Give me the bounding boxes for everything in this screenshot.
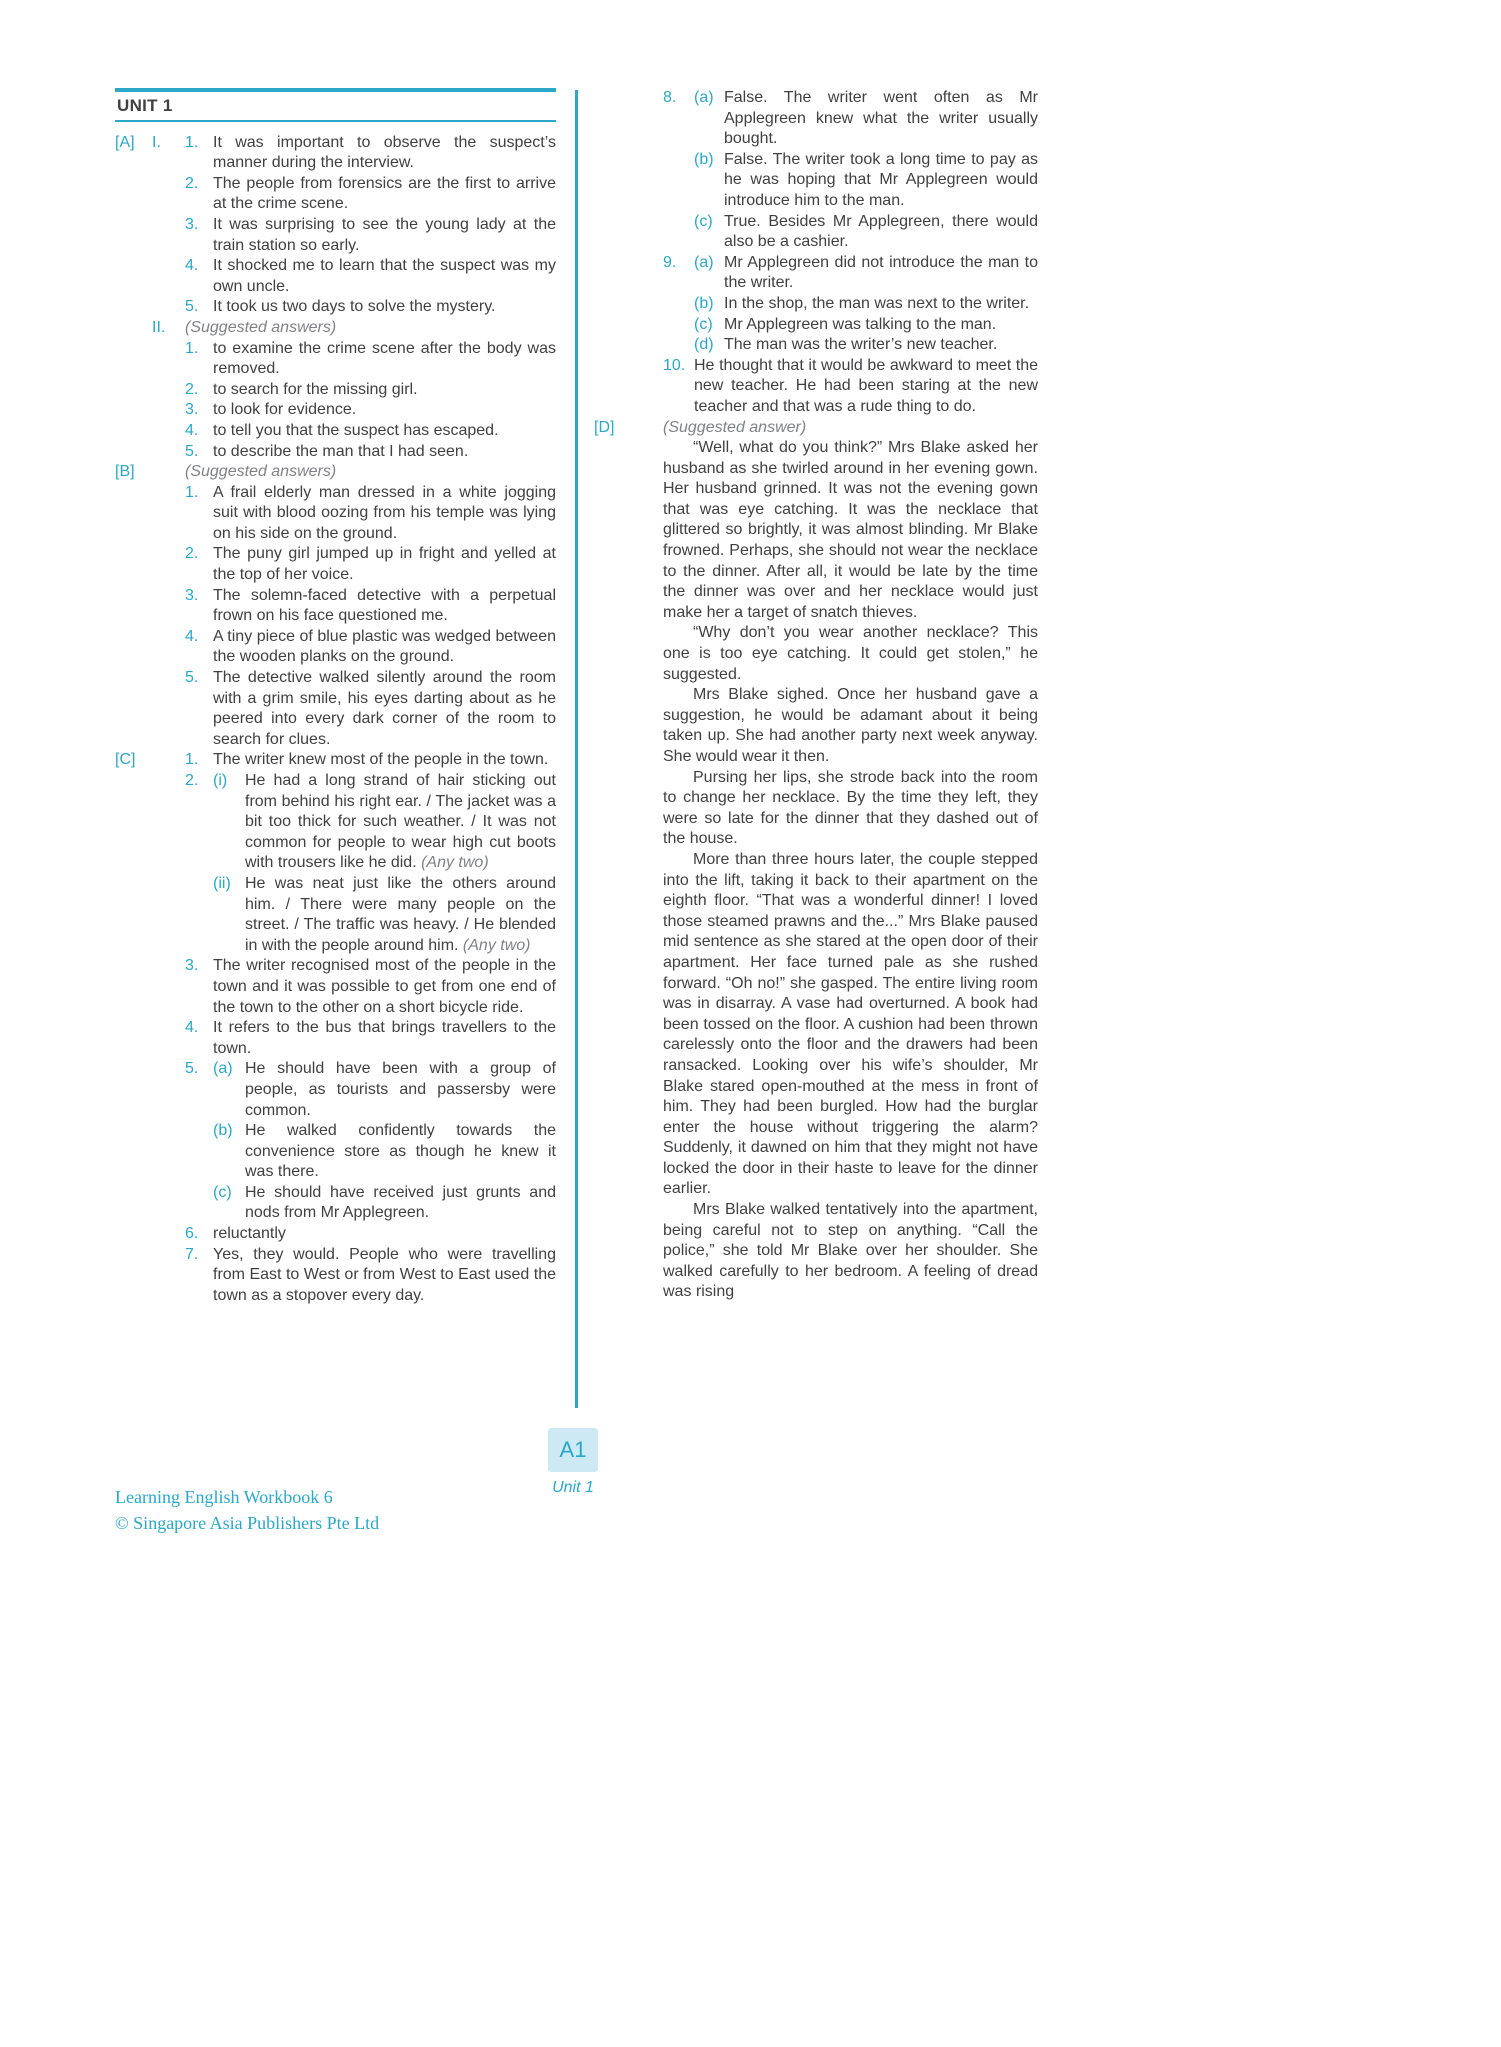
answer-row: [594, 768, 1038, 850]
answer-text: It was surprising to see the young lady at the train station so early.: [213, 215, 556, 254]
number-marker: 4.: [185, 627, 199, 645]
answer-text: In the shop, the man was next to the writer.: [724, 294, 1030, 312]
letter-marker: (b): [213, 1122, 233, 1140]
any-two-note: (Any two): [416, 854, 489, 872]
number-marker: 4.: [185, 421, 199, 439]
answer-text: False. The writer took a long time to pay as he was hoping that Mr Applegreen would introduce him to the man.: [724, 150, 1038, 209]
number-marker: 2.: [185, 545, 199, 563]
answer-row: [115, 1224, 556, 1245]
answer-row: [594, 623, 1038, 685]
answer-row: [594, 150, 1038, 212]
answer-text: He had a long strand of hair sticking out from behind his right ear. / The jacket was a bit too thick for such weather. / It was not common for people to wear high cut boots with trousers like he did. (Any two): [245, 772, 556, 872]
letter-marker: (b): [694, 150, 714, 168]
letter-marker: (c): [213, 1183, 232, 1201]
letter-marker: (c): [694, 315, 713, 333]
number-marker: 1.: [185, 339, 199, 357]
number-marker: 9.: [663, 253, 677, 271]
answer-text: to describe the man that I had seen.: [213, 442, 469, 460]
section-label: [A]: [115, 133, 135, 151]
answer-row: [594, 315, 1038, 336]
number-marker: 1.: [185, 483, 199, 501]
number-marker: 3.: [185, 215, 199, 233]
number-marker: 3.: [185, 401, 199, 419]
story-paragraph: “Well, what do you think?” Mrs Blake asked her husband as she twirled around in her evening gown. Her husband grinned. It was not the evening gown that was eye catching. It was the necklace that glittered so brightly, it was almost blinding. Mr Blake frowned. Perhaps, she should not wear the necklace to the dinner. After all, it would be late by the time the dinner was over and her necklace would just make her a target of snatch thieves.: [663, 439, 1038, 621]
story-paragraph: Pursing her lips, she strode back into the room to change her necklace. By the time they left, they were so late for the dinner that they dashed out of the house.: [663, 768, 1038, 848]
number-marker: 3.: [185, 957, 199, 975]
answer-text: The writer knew most of the people in the town.: [213, 751, 549, 769]
answer-row: [594, 685, 1038, 767]
answer-row: [115, 442, 556, 463]
answer-row: [115, 380, 556, 401]
number-marker: 6.: [185, 1225, 199, 1243]
number-marker: 2.: [185, 380, 199, 398]
answer-row: [115, 627, 556, 668]
answer-text: A tiny piece of blue plastic was wedged between the wooden planks on the ground.: [213, 627, 556, 666]
answer-text: It shocked me to learn that the suspect was my own uncle.: [213, 257, 556, 295]
unit-title: UNIT 1: [117, 96, 173, 115]
section-label: [B]: [115, 463, 135, 481]
any-two-note: (Any two): [458, 936, 531, 954]
answer-row: [594, 88, 1038, 150]
letter-marker: (c): [694, 212, 713, 230]
answer-row: [115, 874, 556, 956]
answer-text: He should have received just grunts and nods from Mr Applegreen.: [245, 1183, 556, 1222]
answer-text: It refers to the bus that brings travellers to the town.: [213, 1019, 556, 1057]
number-marker: 1.: [185, 751, 199, 769]
number-marker: 4.: [185, 1019, 199, 1037]
answer-text: to search for the missing girl.: [213, 380, 418, 398]
answer-row: [115, 339, 556, 380]
number-marker: 4.: [185, 257, 199, 275]
answer-text: The solemn-faced detective with a perpetual frown on his face questioned me.: [213, 586, 556, 625]
answer-row: [115, 1121, 556, 1183]
answer-text: to tell you that the suspect has escaped.: [213, 421, 499, 439]
answer-row: [594, 356, 1038, 418]
number-marker: 7.: [185, 1245, 199, 1263]
roman-numeral-marker: II.: [152, 318, 166, 336]
answer-row: [115, 174, 556, 215]
answer-text: The puny girl jumped up in fright and yelled at the top of her voice.: [213, 545, 556, 584]
story-paragraph: More than three hours later, the couple stepped into the lift, taking it back to their apartment on the eighth floor. “That was a wonderful dinner! I loved those steamed prawns and the...” Mrs Blake paused mid sentence as she stared at the open door of their apartment. Her face turned pale as she rushed forward. “Oh no!” she gasped. The entire living room was in disarray. A vase had overturned. A book had been tossed on the floor. A cushion had been thrown carelessly onto the floor and the drawers had been ransacked. Looking over his wife’s shoulder, Mr Blake stared open-mouthed at the mess in front of him. They had been burgled. How had the burglar enter the house without triggering the alarm? Suddenly, it dawned on him that they might not have locked the door in their haste to leave for the dinner earlier.: [663, 850, 1038, 1198]
answer-text: Yes, they would. People who were travelling from East to West or from West to East used the town as a stopover every day.: [213, 1245, 556, 1304]
answer-row: [115, 215, 556, 256]
story-paragraph: Mrs Blake walked tentatively into the apartment, being careful not to step on anything. “Call the police,” she told Mr Blake over her shoulder. She walked carefully to her bedroom. A feeling of dread was rising: [663, 1201, 1038, 1301]
number-marker: 8.: [663, 89, 677, 106]
letter-marker: (ii): [213, 874, 231, 892]
answer-row: [594, 253, 1038, 294]
answer-row: [115, 956, 556, 1018]
left-answer-list: [115, 133, 556, 1307]
answer-row: [115, 318, 556, 339]
answer-row: [115, 133, 556, 174]
answer-text: Mr Applegreen did not introduce the man to the writer.: [724, 253, 1038, 292]
number-marker: 5.: [185, 1060, 199, 1078]
number-marker: 1.: [185, 133, 199, 151]
answer-text: It was important to observe the suspect’s manner during the interview.: [213, 133, 556, 172]
answer-text: (Suggested answers): [185, 463, 337, 481]
answer-text: He thought that it would be awkward to meet the new teacher. He had been staring at the new teacher and that was a rude thing to do.: [694, 356, 1038, 415]
right-answer-list: [594, 88, 1038, 1303]
copyright-line: © Singapore Asia Publishers Pte Ltd: [115, 1513, 380, 1533]
answer-row: [115, 1059, 556, 1121]
section-label: [D]: [594, 418, 615, 436]
answer-text: to look for evidence.: [213, 401, 357, 419]
answer-text: The detective walked silently around the room with a grim smile, his eyes darting about as he peered into every dark corner of the room to search for clues.: [213, 669, 556, 748]
answer-row: [115, 462, 556, 483]
answer-text: The writer recognised most of the people in the town and it was possible to get from one end of the town to the other on a short bicycle ride.: [213, 957, 556, 1016]
answer-text: He should have been with a group of people, as tourists and passersby were common.: [245, 1060, 556, 1119]
answer-row: [594, 850, 1038, 1200]
column-divider: [575, 90, 578, 1408]
answer-text: False. The writer went often as Mr Applegreen knew what the writer usually bought.: [724, 89, 1038, 148]
answer-text: (Suggested answer): [663, 418, 807, 436]
answer-text: He was neat just like the others around him. / There were many people on the street. / The traffic was heavy. / He blended in with the people around him. (Any two): [245, 874, 556, 954]
answer-row: [115, 586, 556, 627]
answer-row: [594, 294, 1038, 315]
right-column: [594, 88, 1038, 1303]
roman-numeral-marker: I.: [152, 133, 161, 151]
answer-row: [115, 400, 556, 421]
answer-row: [115, 1183, 556, 1224]
answer-row: [115, 421, 556, 442]
answer-row: [115, 483, 556, 545]
number-marker: 5.: [185, 442, 199, 460]
number-marker: 5.: [185, 669, 199, 687]
story-paragraph: “Why don’t you wear another necklace? This one is too eye catching. It could get stolen,” he suggested.: [663, 624, 1038, 683]
number-marker: 5.: [185, 298, 199, 316]
answer-row: [115, 668, 556, 750]
story-paragraph: Mrs Blake sighed. Once her husband gave a suggestion, he would be adamant about it being taken up. She had another party next week anyway. She would wear it then.: [663, 686, 1038, 765]
answer-row: [594, 335, 1038, 356]
answer-text: to examine the crime scene after the body was removed.: [213, 339, 556, 378]
answer-text: (Suggested answers): [185, 318, 337, 336]
header-rule-bottom: [115, 120, 556, 122]
footer-unit-label: Unit 1: [552, 1479, 594, 1496]
answer-text: Mr Applegreen was talking to the man.: [724, 315, 997, 333]
letter-marker: (a): [694, 89, 714, 106]
left-column: [115, 88, 556, 1306]
letter-marker: (d): [694, 336, 714, 354]
answer-text: True. Besides Mr Applegreen, there would also be a cashier.: [724, 212, 1038, 251]
answer-row: [115, 1245, 556, 1307]
answer-text: reluctantly: [213, 1225, 286, 1243]
answer-row: [594, 212, 1038, 253]
letter-marker: (a): [694, 253, 714, 271]
page-number-badge: A1: [548, 1428, 598, 1472]
answer-row: [115, 771, 556, 874]
answer-row: [594, 1200, 1038, 1303]
answer-row: [115, 750, 556, 771]
answer-row: [115, 1018, 556, 1059]
letter-marker: (i): [213, 772, 228, 789]
section-label: [C]: [115, 751, 136, 769]
number-marker: 10.: [663, 356, 686, 374]
letter-marker: (a): [213, 1060, 233, 1078]
number-marker: 2.: [185, 772, 199, 789]
answer-row: [594, 438, 1038, 623]
number-marker: 3.: [185, 586, 199, 604]
letter-marker: (b): [694, 294, 714, 312]
book-title: Learning English Workbook 6: [115, 1487, 333, 1507]
number-marker: 2.: [185, 174, 199, 192]
answer-row: [115, 297, 556, 318]
answer-row: [594, 418, 1038, 439]
answer-text: A frail elderly man dressed in a white jogging suit with blood oozing from his temple was lying on his side on the ground.: [213, 483, 556, 542]
unit-header: [115, 88, 556, 122]
answer-text: The man was the writer’s new teacher.: [724, 336, 998, 354]
answer-text: It took us two days to solve the mystery.: [213, 298, 496, 316]
answer-row: [115, 256, 556, 297]
answer-text: He walked confidently towards the convenience store as though he knew it was there.: [245, 1122, 556, 1181]
answer-row: [115, 544, 556, 585]
answer-text: The people from forensics are the first to arrive at the crime scene.: [213, 174, 556, 213]
